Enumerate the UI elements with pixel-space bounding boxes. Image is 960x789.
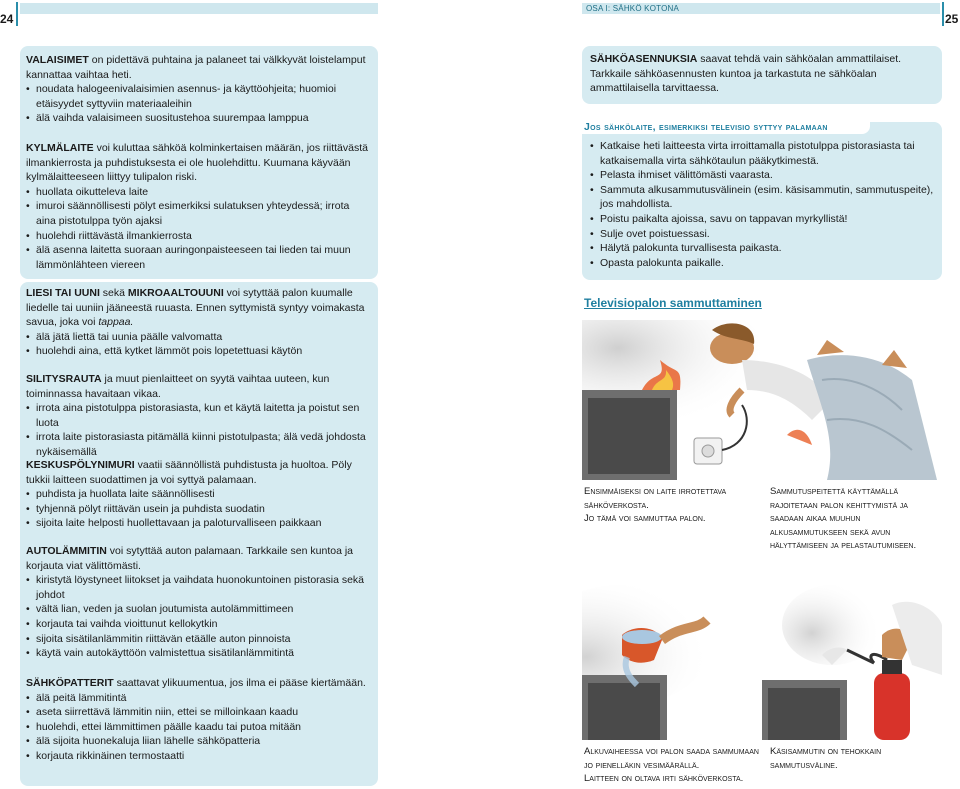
sahkoasennuksia-title: SÄHKÖASENNUKSIA [590,53,698,65]
list-item: • huolehdi, ettei lämmittimen päälle kaadu tai putoa mitään [26,720,372,735]
list-item: • käytä vain autokäyttöön valmistettua sisätilanlämmitintä [26,646,372,661]
list-item: • tyhjennä pölyt riittävän usein ja puhdista suodatin [26,502,372,517]
list-item: • älä sijoita huonekaluja liian lähelle sähköpatteria [26,734,372,749]
list-item: • Opasta palokunta paikalle. [590,256,936,271]
autolammitin-text: voi sytyttää auton palamaan. Tarkkaile sen kuntoa ja korjauta viat välittömästi. [26,545,354,572]
list-item: • älä peitä lämmitintä [26,691,372,706]
list-item: • sijoita sisätilanlämmitin riittävän etäälle auton pinnoista [26,632,372,647]
list-item: • Sammuta alkusammutusvälinein (esim. käsisammutin, sammutuspeite), jos mahdollista. [590,183,936,212]
list-item: • älä jätä liettä tai uunia päälle valvomatta [26,330,372,345]
list-item: • Katkaise heti laitteesta virta irroittamalla pistotulppa pistorasiasta tai katkaisemalla virta sähkötaulun pääkytkimestä. [590,139,936,168]
list-item: • Pelasta ihmiset välittömästi vaarasta. [590,168,936,183]
section-sahkopatterit [26,676,372,764]
liesi-title: LIESI TAI UUNI [26,287,100,299]
section-keskuspolynimuri [26,458,372,531]
sahkopatterit-title: SÄHKÖPATTERIT [26,677,114,689]
kylmalaite-title: KYLMÄLAITE [26,142,94,154]
liesi-text: voi sytyttää palon kuumalle liedelle tai uuniin jääneestä ruuasta. Ennen syttymistä syntyy voimakasta savua, joka voi [26,287,365,329]
section-kylmalaite [26,141,372,272]
list-item: • noudata halogeenivalaisimien asennus- ja käyttöohjeita; huomioi etäisyydet syttyviin materiaaleihin [26,82,372,111]
list-item: • irrota laite pistorasiasta pitämällä kiinni pistotulpasta; älä vedä johdosta nykäisemällä [26,430,372,459]
section-silitysrauta [26,372,372,460]
list-item: • Hälytä palokunta turvallisesta paikasta. [590,241,936,256]
illustration-unplug-and-blanket [582,320,942,480]
header-bar-left [20,3,378,14]
caption-unplug-line1: Ensimmäiseksi on laite irrotettava sähköverkosta. [584,486,727,511]
autolammitin-title: AUTOLÄMMITIN [26,545,107,557]
section-liesi [26,286,372,359]
liesi-italic: tappaa. [98,316,134,329]
section-autolammitin [26,544,372,661]
keskuspolynimuri-title: KESKUSPÖLYNIMURI [26,459,135,471]
list-item: • sijoita laite helposti huollettavaan ja paloturvalliseen paikkaan [26,516,372,531]
caption-extinguisher: Käsisammutin on tehokkain sammutusväline. [770,746,882,771]
list-item: • kiristytä löystyneet liitokset ja vaihdata huonokuntoinen pistorasia sekä johdot [26,573,372,602]
silitysrauta-text: ja muut pienlaitteet on syytä vaihtaa uuteen, kun toiminnassa havaitaan vikaa. [26,373,330,400]
list-item: • puhdista ja huollata laite säännöllisesti [26,487,372,502]
page-number-right: 25 [945,12,959,26]
section-sahkoasennuksia [590,52,936,96]
page-edge-line-left [16,2,18,26]
list-item: • Sulje ovet poistuessasi. [590,227,936,242]
sahkoasennuksia-text: saavat tehdä vain sähköalan ammattilaiset. Tarkkaile sähköasennusten kuntoa ja tarkastuta ne sähköalan ammattilaisella tarvittaessa. [590,53,902,95]
liesi-mid: sekä [99,287,128,299]
silitysrauta-title: SILITYSRAUTA [26,373,102,385]
list-item: • Poistu paikalta ajoissa, savu on tappavan myrkyllistä! [590,212,936,227]
list-item: • imuroi säännöllisesti pölyt esimerkiksi sulatuksen yhteydessä; irrota aina pistotulppa työn ajaksi [26,199,372,228]
kylmalaite-text: voi kuluttaa sähköä kolminkertaisen määrän, jos riittävästä ilmankierrosta ja puhdistuksesta ei ole huolehdittu. Kuumana käyvään kylmälaitteeseen liittyy tulipalon riski. [26,142,368,184]
jos-syttyy-heading: Jos sähkölaite, esimerkiksi televisio syttyy palamaan [584,121,828,133]
valaisimet-text: on pidettävä puhtaina ja palaneet tai välkkyvät loistelamput kannattaa vaihtaa heti. [26,54,366,81]
tv-fire-title: Televisiopalon sammuttaminen [584,296,762,310]
tv-fire-illustration-bottom [582,565,942,740]
keskuspolynimuri-text: vaatii säännöllistä puhdistusta ja huoltoa. Pöly tukkii laitteen suodattimen ja voi syttyä palamaan. [26,459,352,486]
tv-fire-illustration-top [582,320,942,480]
caption-water-line2: Laitteen on oltava irti sähköverkosta. [584,773,744,784]
list-item: • aseta siirrettävä lämmitin niin, ettei se milloinkaan kaadu [26,705,372,720]
illustration-water-and-extinguisher [582,565,942,740]
section-label: OSA I: SÄHKÖ KOTONA [586,4,680,13]
list-item: • huolehdi riittävästä ilmankierrosta [26,229,372,244]
list-item: • huollata oikutteleva laite [26,185,372,200]
caption-blanket: Sammutuspeitettä käyttämällä rajoitetaan palon kehittymistä ja saadaan aikaa muuhun alkusammutukseen sekä avun hälyttämiseen ja pelastautumiseen. [770,486,917,551]
valaisimet-title: VALAISIMET [26,54,89,66]
list-item: • älä vaihda valaisimeen suositustehoa suurempaa lamppua [26,111,372,126]
list-item: • korjauta rikkinäinen termostaatti [26,749,372,764]
sahkopatterit-text: saattavat ylikuumentua, jos ilma ei pääse kiertämään. [113,677,366,689]
caption-unplug [584,485,754,526]
list-item: • irrota aina pistotulppa pistorasiasta, kun et käytä laitetta ja poistut sen luota [26,401,372,430]
caption-unplug-line2: Jo tämä voi sammuttaa palon. [584,513,706,524]
page-number-left: 24 [0,12,14,26]
page-edge-line-right [942,2,944,26]
section-jos-syttyy [590,139,936,270]
section-valaisimet [26,53,372,126]
caption-water [584,745,764,786]
list-item: • huolehdi aina, että kytket lämmöt pois lopetettuasi käytön [26,344,372,359]
list-item: • korjauta tai vaihda vioittunut kellokytkin [26,617,372,632]
list-item: • vältä lian, veden ja suolan joutumista autolämmittimeen [26,602,372,617]
list-item: • älä asenna laitetta suoraan auringonpaisteeseen tai lieden tai muun lämmönlähteen viereen [26,243,372,272]
caption-water-line1: Alkuvaiheessa voi palon saada sammumaan jo pienelläkin vesimäärällä. [584,746,759,771]
mikroaaltouuni-title: MIKROAALTOUUNI [127,287,224,299]
